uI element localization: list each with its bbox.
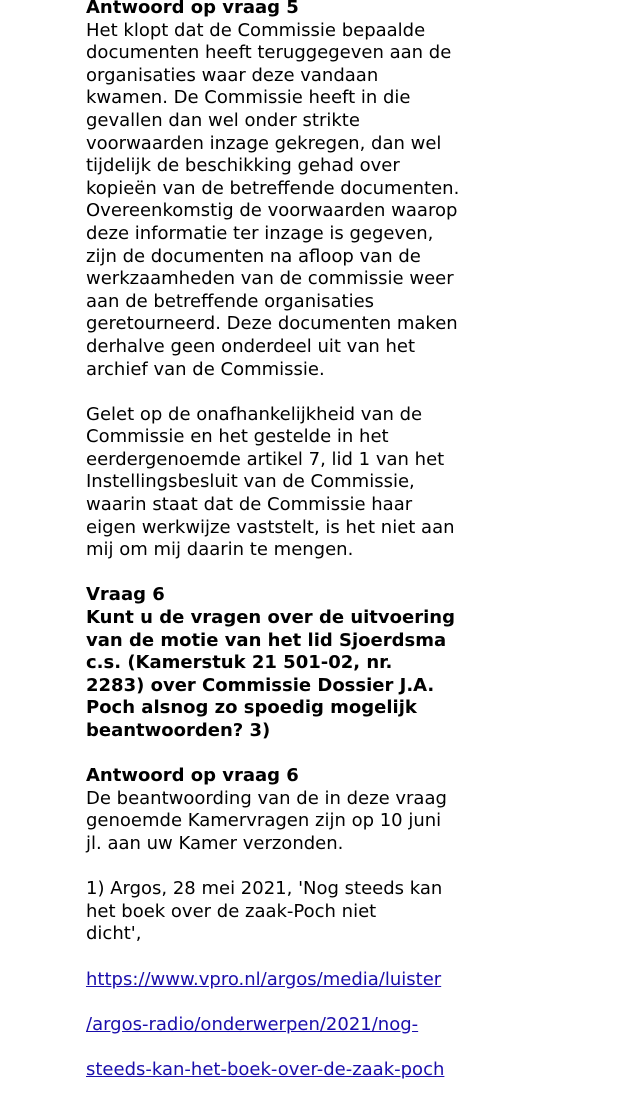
text-line: waarin staat dat de Commissie haar — [86, 494, 413, 516]
text-line: Het klopt dat de Commissie bepaalde — [86, 19, 426, 41]
answer-6-section — [86, 765, 626, 855]
text-line: genoemde Kamervragen zijn op 10 juni — [86, 810, 442, 832]
text-line: het boek over de zaak-Poch niet — [86, 900, 377, 922]
text-line: De beantwoording van de in deze vraag — [86, 787, 447, 809]
text-line: eerdergenoemde artikel 7, lid 1 van het — [86, 448, 445, 470]
text-line: Overeenkomstig de voorwaarden waarop — [86, 200, 458, 222]
text-line: jl. aan uw Kamer verzonden. — [86, 832, 344, 854]
text-line: Commissie en het gestelde in het — [86, 426, 389, 448]
answer-5-heading: Antwoord op vraag 5 — [86, 0, 299, 18]
answer-5-paragraph-1 — [86, 20, 626, 382]
text-line: dicht', — [86, 923, 142, 945]
question-6-text — [86, 607, 626, 743]
text-line: geretourneerd. Deze documenten maken — [86, 313, 458, 335]
text-line: documenten heeft teruggegeven aan de — [86, 42, 452, 64]
text-line: archief van de Commissie. — [86, 358, 325, 380]
answer-5-section — [86, 0, 626, 562]
text-line: gevallen dan wel onder strikte — [86, 109, 360, 131]
text-line: derhalve geen onderdeel uit van het — [86, 335, 416, 357]
text-line: zijn de documenten na afloop van de — [86, 245, 421, 267]
text-line: Gelet op de onafhankelijkheid van de — [86, 403, 423, 425]
text-line: organisaties waar deze vandaan — [86, 64, 379, 86]
question-6-section — [86, 584, 626, 742]
text-line: beantwoorden? 3) — [86, 720, 271, 741]
text-line: kwamen. De Commissie heeft in die — [86, 87, 411, 109]
text-line: tijdelijk de beschikking gehad over — [86, 155, 400, 177]
text-line: aan de betreffende organisaties — [86, 290, 375, 312]
section-gap — [86, 562, 626, 585]
text-line: mij om mij daarin te mengen. — [86, 539, 354, 561]
text-line: Instellingsbesluit van de Commissie, — [86, 471, 415, 493]
footnote-1 — [86, 878, 626, 1104]
text-line: Poch alsnog zo spoedig mogelijk — [86, 697, 417, 719]
text-line: van de motie van het lid Sjoerdsma — [86, 629, 447, 651]
question-6-heading: Vraag 6 — [86, 584, 165, 606]
answer-5-paragraph-2 — [86, 404, 626, 562]
text-line: deze informatie ter inzage is gegeven, — [86, 222, 434, 244]
section-gap — [86, 856, 626, 879]
text-line: kopieën van de betreffende documenten. — [86, 177, 460, 199]
answer-6-paragraph — [86, 788, 626, 856]
footnote-1-link[interactable] — [86, 946, 626, 1104]
paragraph-gap — [86, 381, 626, 404]
text-line: 2283) over Commissie Dossier J.A. — [86, 674, 435, 696]
link-line[interactable]: /argos-radio/onderwerpen/2021/nog- — [86, 1013, 419, 1035]
text-line: eigen werkwijze vaststelt, is het niet aan — [86, 516, 455, 538]
text-line: c.s. (Kamerstuk 21 501-02, nr. — [86, 652, 393, 674]
text-line: werkzaamheden van de commissie weer — [86, 268, 454, 290]
text-line: Kunt u de vragen over de uitvoering — [86, 607, 455, 629]
document-page — [86, 0, 626, 1104]
text-line: voorwaarden inzage gekregen, dan wel — [86, 132, 442, 154]
section-gap — [86, 743, 626, 766]
footnote-1-text — [86, 878, 626, 946]
link-line[interactable]: steeds-kan-het-boek-over-de-zaak-poch — [86, 1058, 445, 1080]
text-line: 1) Argos, 28 mei 2021, 'Nog steeds kan — [86, 878, 443, 900]
answer-6-heading: Antwoord op vraag 6 — [86, 765, 299, 787]
link-line[interactable]: https://www.vpro.nl/argos/media/luister — [86, 968, 442, 990]
